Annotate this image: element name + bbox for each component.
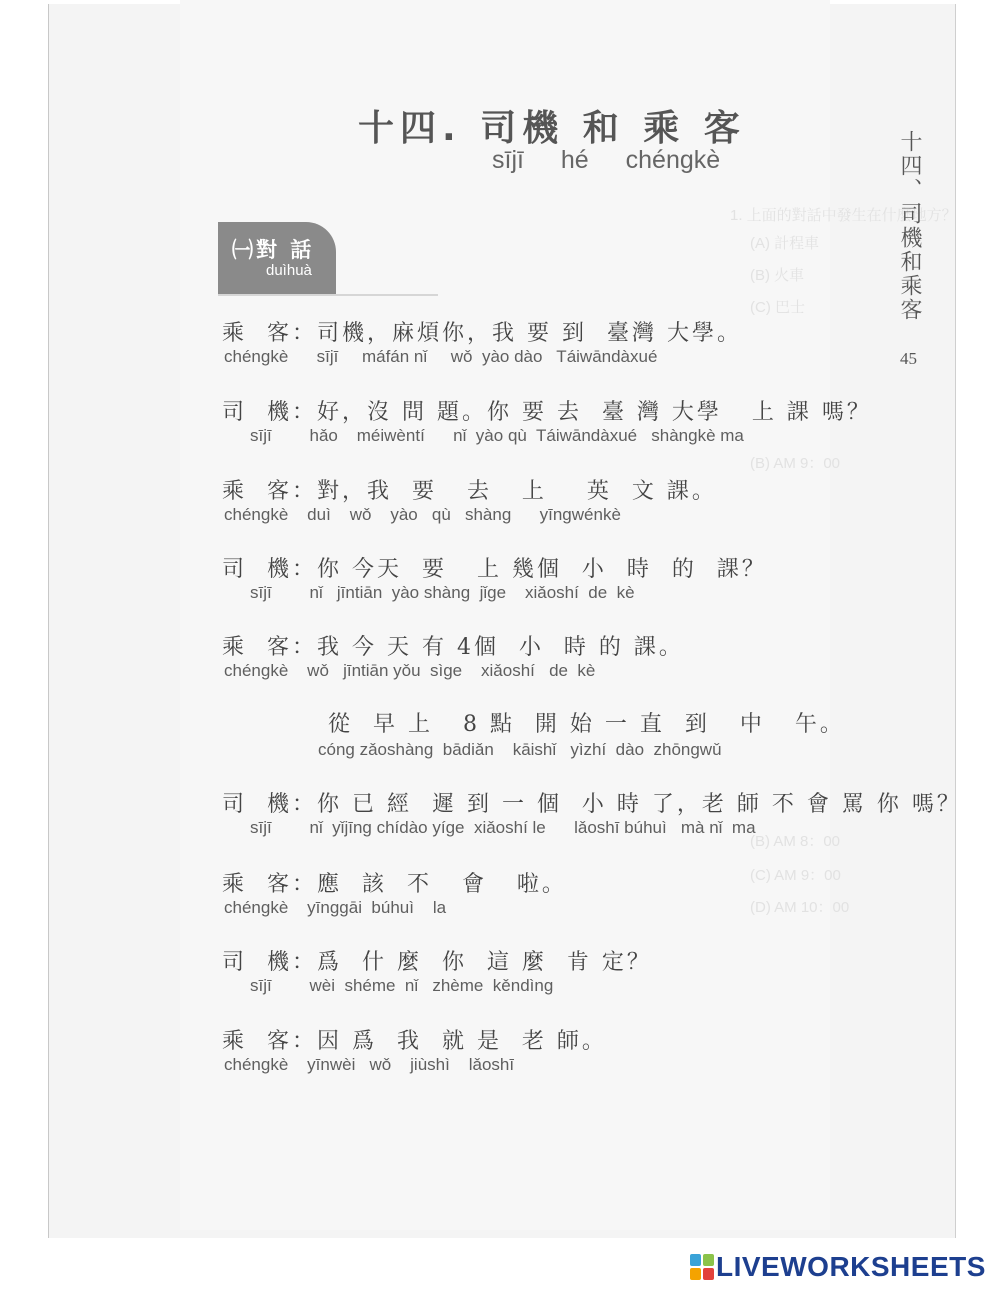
side-running-title: 十四、司機和乘客 <box>897 130 922 322</box>
dialogue-line-2: 司 機：好，沒 問 題。你 要 去 臺 灣 大學 上 課 嗎？ <box>222 400 872 425</box>
page-number: 45 <box>900 349 917 368</box>
dialogue-pinyin-8: chéngkè yīnggāi búhuì la <box>224 898 447 917</box>
section-underline <box>218 294 438 296</box>
bleed-through-5: (B) AM 9：00 <box>750 455 841 472</box>
liveworksheets-brand: LIVEWORKSHEETS <box>716 1251 986 1282</box>
dialogue-line-3: 乘 客：對，我 要 去 上 英 文 課。 <box>222 479 717 504</box>
dialogue-line-8: 乘 客：應 該 不 會 啦。 <box>222 872 567 897</box>
lesson-title: 十四. 司機 和 乘 客 <box>358 108 746 149</box>
dialogue-pinyin-1: chéngkè sījī máfán nǐ wǒ yào dào Táiwāndàxué <box>224 347 658 366</box>
dialogue-line-9: 司 機：爲 什 麼 你 這 麼 肯 定？ <box>222 950 652 975</box>
liveworksheets-footer[interactable] <box>690 1250 986 1284</box>
logo-square-blue <box>690 1254 701 1266</box>
dialogue-line-7: 司 機：你 已 經 遲 到 一 個 小 時 了，老 師 不 會 罵 你 嗎？ <box>222 792 962 817</box>
section-tab <box>218 222 336 294</box>
bleed-through-8: (D) AM 10：00 <box>750 899 850 916</box>
dialogue-line-4: 司 機：你 今天 要 上 幾個 小 時 的 課？ <box>222 557 767 582</box>
logo-square-green <box>703 1254 714 1266</box>
dialogue-pinyin-9: sījī wèi shéme nǐ zhème kěndìng <box>250 976 554 995</box>
lesson-title-pinyin: sījī hé chéngkè <box>492 146 721 174</box>
bleed-through-2: (A) 計程車 <box>750 235 820 252</box>
bleed-through-7: (C) AM 9：00 <box>750 867 841 884</box>
section-pinyin: duìhuà <box>266 262 312 279</box>
bleed-through-6: (B) AM 8：00 <box>750 833 841 850</box>
dialogue-line-5: 乘 客：我 今 天 有 4個 小 時 的 課。 <box>222 635 684 660</box>
dialogue-pinyin-10: chéngkè yīnwèi wǒ jiùshì lǎoshī <box>224 1055 515 1074</box>
bleed-through-3: (B) 火車 <box>750 267 805 284</box>
dialogue-pinyin-2: sījī hǎo méiwèntí nǐ yào qù Táiwāndàxué shàngkè ma <box>250 426 744 445</box>
dialogue-pinyin-3: chéngkè duì wǒ yào qù shàng yīngwénkè <box>224 505 621 524</box>
liveworksheets-logo-icon <box>690 1254 714 1280</box>
dialogue-pinyin-5: chéngkè wǒ jīntiān yǒu sìge xiǎoshí de kè <box>224 661 596 680</box>
dialogue-line-10: 乘 客：因 爲 我 就 是 老 師。 <box>222 1029 607 1054</box>
logo-square-orange <box>690 1268 701 1280</box>
dialogue-line-6: 從 早 上 8 點 開 始 一 直 到 中 午。 <box>328 712 845 737</box>
dialogue-pinyin-4: sījī nǐ jīntiān yào shàng jǐge xiǎoshí de kè <box>250 583 635 602</box>
dialogue-line-1: 乘 客：司機，麻煩你，我 要 到 臺灣 大學。 <box>222 321 742 346</box>
dialogue-pinyin-6: cóng zǎoshàng bādiǎn kāishǐ yìzhí dào zhōngwǔ <box>318 740 722 759</box>
bleed-through-4: (C) 巴士 <box>750 299 805 316</box>
section-label: ㈠對 話 <box>232 238 315 262</box>
bleed-through-1: 1. 上面的對話中發生在什麼地方？ <box>730 207 957 224</box>
dialogue-pinyin-7: sījī nǐ yǐjīng chídào yíge xiǎoshí le lǎoshī búhuì mà nǐ ma <box>250 818 756 837</box>
logo-square-red <box>703 1268 714 1280</box>
